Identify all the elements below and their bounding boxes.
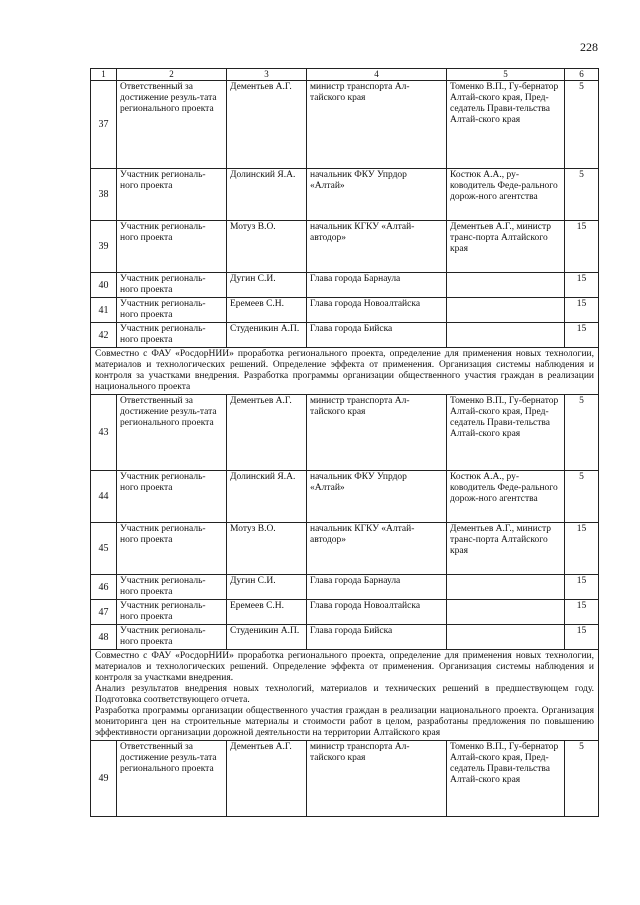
position-cell: начальник КГКУ «Алтай-автодор» [307, 523, 447, 575]
name-cell: Дугин С.И. [227, 273, 307, 298]
note-text: Совместно с ФАУ «РосдорНИИ» проработка регионального проекта, определение для применения новых технологии, материалов и технологических решений. Определение эффекта от применения. Организация системы наблюдения и контроля за участками внедрения. Разработка программы организации общественного участия граждан в реализации национального проекта [91, 348, 599, 395]
table-row [91, 273, 599, 298]
name-cell: Дементьев А.Г. [227, 81, 307, 169]
points-cell: 15 [565, 323, 599, 348]
points-cell: 15 [565, 221, 599, 273]
supervisor-cell: Томенко В.П., Гу-бернатор Алтай-ского края, Пред-седатель Прави-тельства Алтай-ского края [447, 81, 565, 169]
points-cell: 15 [565, 575, 599, 600]
position-cell: министр транспорта Ал-тайского края [307, 741, 447, 817]
row-number: 38 [91, 169, 117, 221]
name-cell: Дементьев А.Г. [227, 395, 307, 471]
points-cell: 15 [565, 298, 599, 323]
supervisor-cell [447, 298, 565, 323]
role-cell: Ответственный за достижение резуль-тата регионального проекта [117, 741, 227, 817]
table-row [91, 221, 599, 273]
name-cell: Студеникин А.П. [227, 625, 307, 650]
table-row [91, 298, 599, 323]
name-cell: Еремеев С.Н. [227, 298, 307, 323]
column-header: 4 [307, 69, 447, 81]
points-cell: 5 [565, 395, 599, 471]
row-number: 49 [91, 741, 117, 817]
role-cell: Участник региональ-ного проекта [117, 523, 227, 575]
table-row [91, 323, 599, 348]
row-number: 44 [91, 471, 117, 523]
role-cell: Участник региональ-ного проекта [117, 169, 227, 221]
position-cell: Глава города Новоалтайска [307, 600, 447, 625]
column-header: 5 [447, 69, 565, 81]
role-cell: Участник региональ-ного проекта [117, 471, 227, 523]
position-cell: министр транспорта Ал-тайского края [307, 395, 447, 471]
note-paragraph: Разработка программы организации общественного участия граждан в реализации национального проекта. Организация мониторинга цен на строительные материалы и стоимости работ в целом, разработаны предложения по повышению эффективности организации дорожной деятельности на территории Алтайского края [95, 706, 594, 738]
row-number: 48 [91, 625, 117, 650]
role-cell: Участник региональ-ного проекта [117, 298, 227, 323]
name-cell: Еремеев С.Н. [227, 600, 307, 625]
position-cell: министр транспорта Ал-тайского края [307, 81, 447, 169]
table-row [91, 625, 599, 650]
points-cell: 15 [565, 625, 599, 650]
note-block [91, 650, 599, 741]
row-number: 45 [91, 523, 117, 575]
position-cell: начальник ФКУ Упрдор «Алтай» [307, 471, 447, 523]
role-cell: Участник региональ-ного проекта [117, 323, 227, 348]
row-number: 47 [91, 600, 117, 625]
points-cell: 5 [565, 169, 599, 221]
supervisor-cell: Костюк А.А., ру-ководитель Феде-рального дорож-ного агентства [447, 471, 565, 523]
name-cell: Дугин С.И. [227, 575, 307, 600]
supervisor-cell: Томенко В.П., Гу-бернатор Алтай-ского края, Пред-седатель Прави-тельства Алтай-ского края [447, 395, 565, 471]
position-cell: Глава города Барнаула [307, 273, 447, 298]
points-cell: 15 [565, 600, 599, 625]
row-number: 40 [91, 273, 117, 298]
position-cell: Глава города Бийска [307, 323, 447, 348]
column-header: 2 [117, 69, 227, 81]
position-cell: Глава города Бийска [307, 625, 447, 650]
supervisor-cell [447, 625, 565, 650]
name-cell: Мотуз В.О. [227, 523, 307, 575]
note-row [91, 348, 599, 395]
role-cell: Участник региональ-ного проекта [117, 221, 227, 273]
table-row [91, 81, 599, 169]
page-number: 228 [580, 40, 598, 54]
row-number: 42 [91, 323, 117, 348]
row-number: 41 [91, 298, 117, 323]
role-cell: Участник региональ-ного проекта [117, 575, 227, 600]
supervisor-cell: Костюк А.А., ру-ководитель Феде-рального дорож-ного агентства [447, 169, 565, 221]
role-cell: Участник региональ-ного проекта [117, 273, 227, 298]
column-header: 3 [227, 69, 307, 81]
note-row [91, 650, 599, 741]
supervisor-cell: Дементьев А.Г., министр транс-порта Алтайского края [447, 221, 565, 273]
table-row [91, 471, 599, 523]
row-number: 37 [91, 81, 117, 169]
supervisor-cell [447, 575, 565, 600]
row-number: 43 [91, 395, 117, 471]
table-row [91, 741, 599, 817]
row-number: 39 [91, 221, 117, 273]
table-row [91, 600, 599, 625]
name-cell: Мотуз В.О. [227, 221, 307, 273]
supervisor-cell [447, 323, 565, 348]
table-row [91, 395, 599, 471]
points-cell: 5 [565, 81, 599, 169]
position-cell: начальник ФКУ Упрдор «Алтай» [307, 169, 447, 221]
supervisor-cell [447, 273, 565, 298]
points-cell: 5 [565, 471, 599, 523]
position-cell: начальник КГКУ «Алтай-автодор» [307, 221, 447, 273]
supervisor-cell: Томенко В.П., Гу-бернатор Алтай-ского края, Пред-седатель Прави-тельства Алтай-ского края [447, 741, 565, 817]
name-cell: Дементьев А.Г. [227, 741, 307, 817]
role-cell: Ответственный за достижение резуль-тата регионального проекта [117, 81, 227, 169]
position-cell: Глава города Новоалтайска [307, 298, 447, 323]
role-cell: Участник региональ-ного проекта [117, 625, 227, 650]
position-cell: Глава города Барнаула [307, 575, 447, 600]
points-cell: 5 [565, 741, 599, 817]
points-cell: 15 [565, 523, 599, 575]
role-cell: Участник региональ-ного проекта [117, 600, 227, 625]
column-header: 6 [565, 69, 599, 81]
column-header: 1 [91, 69, 117, 81]
name-cell: Студеникин А.П. [227, 323, 307, 348]
name-cell: Долинский Я.А. [227, 471, 307, 523]
note-paragraph: Анализ результатов внедрения новых технологий, материалов и технических решений в предшествующем году. Подготовка соответствующего отчета. [95, 684, 594, 705]
column-header-row [91, 69, 599, 81]
supervisor-cell: Дементьев А.Г., министр транс-порта Алтайского края [447, 523, 565, 575]
table-row [91, 523, 599, 575]
note-paragraph: Совместно с ФАУ «РосдорНИИ» проработка регионального проекта, определение для применения новых технологии, материалов и технологических решений. Определение эффекта от применения. Организация системы наблюдения и контроля за участками внедрения. [95, 651, 594, 683]
name-cell: Долинский Я.А. [227, 169, 307, 221]
row-number: 46 [91, 575, 117, 600]
role-cell: Ответственный за достижение резуль-тата регионального проекта [117, 395, 227, 471]
points-cell: 15 [565, 273, 599, 298]
responsibility-table [90, 68, 599, 817]
table-row [91, 575, 599, 600]
table-row [91, 169, 599, 221]
supervisor-cell [447, 600, 565, 625]
